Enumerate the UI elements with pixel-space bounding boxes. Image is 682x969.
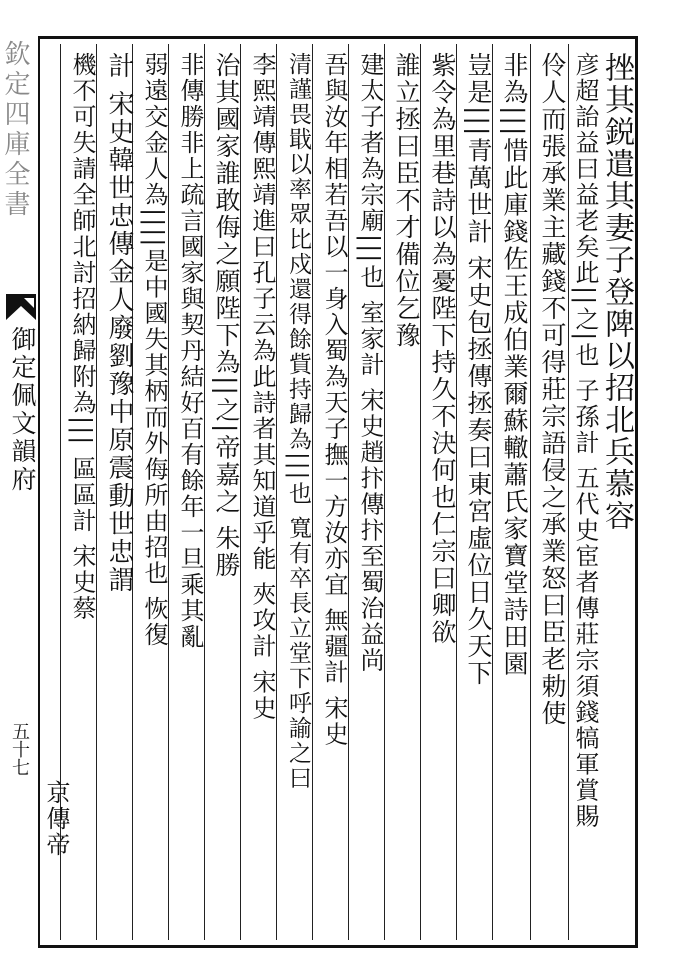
text-column: 機不可失請全師北討招納歸附為||| 區區計 宋史蔡	[68, 52, 96, 622]
text-column: 吾與汝年相若吾以一身入蜀為天子撫一方汝亦宜 無疆計 宋史	[320, 52, 348, 748]
fish-tail-mark-icon	[4, 292, 38, 322]
text-column: 伶人而張承業主藏錢不可得莊宗語侵之承業怒曰臣老勅使	[538, 52, 567, 727]
spine-book-title: 御定佩文韻府	[8, 326, 37, 494]
text-column: 誰立拯曰臣不才備位乞豫	[392, 52, 421, 349]
text-column: 非為|||惜此庫錢佐王成伯業爾蘇轍蕭氏家寶堂詩田園	[500, 52, 529, 678]
text-column: 挫其鋭遣其妻子登陴以招北兵慕容	[599, 52, 634, 532]
text-column: 清謹畏戢以率眾比戍還得餘貲持歸為|||也 寬有卒長立堂下呼諭之曰	[285, 52, 311, 791]
column-rule	[568, 44, 569, 940]
text-column: 紫令為里巷詩以為憂陛下持久不決何也仁宗曰卿欲	[428, 52, 457, 646]
text-column: 豈是|||青萬世計 宋史包拯傳拯奏曰東宮虛位日久天下	[464, 52, 493, 688]
spine-top-text: 欽定四庫全書	[0, 40, 30, 220]
text-column: 建太子者為宗廟|||也 室家計 宋史趙抃傳抃至蜀治益尚	[356, 52, 384, 674]
column-rule	[530, 44, 531, 940]
text-column: 計 宋史韓世忠傳金人廢劉豫中原震動世忠謂	[104, 52, 134, 595]
text-column: 弱遠交金人為||||是中國失其柄而外侮所由招也 恢復	[140, 52, 168, 648]
text-column: 京傳帝	[42, 780, 70, 858]
text-column: 李熙靖傳熙靖進曰孔子云為此詩者其知道乎能 夾攻計 宋史	[248, 52, 276, 722]
text-column: 非傳勝非上疏言國家與契丹結好百有餘年一旦乘其亂	[176, 52, 204, 650]
text-column: 治其國家誰敢侮之願陛下為||之|帝嘉之 朱勝	[212, 52, 241, 580]
page-number: 五十七	[9, 722, 30, 776]
text-column: 彦超詒益曰益老矣此||之|也 子孫計 五代史宦者傳莊宗須錢犒軍賞賜	[571, 52, 599, 830]
